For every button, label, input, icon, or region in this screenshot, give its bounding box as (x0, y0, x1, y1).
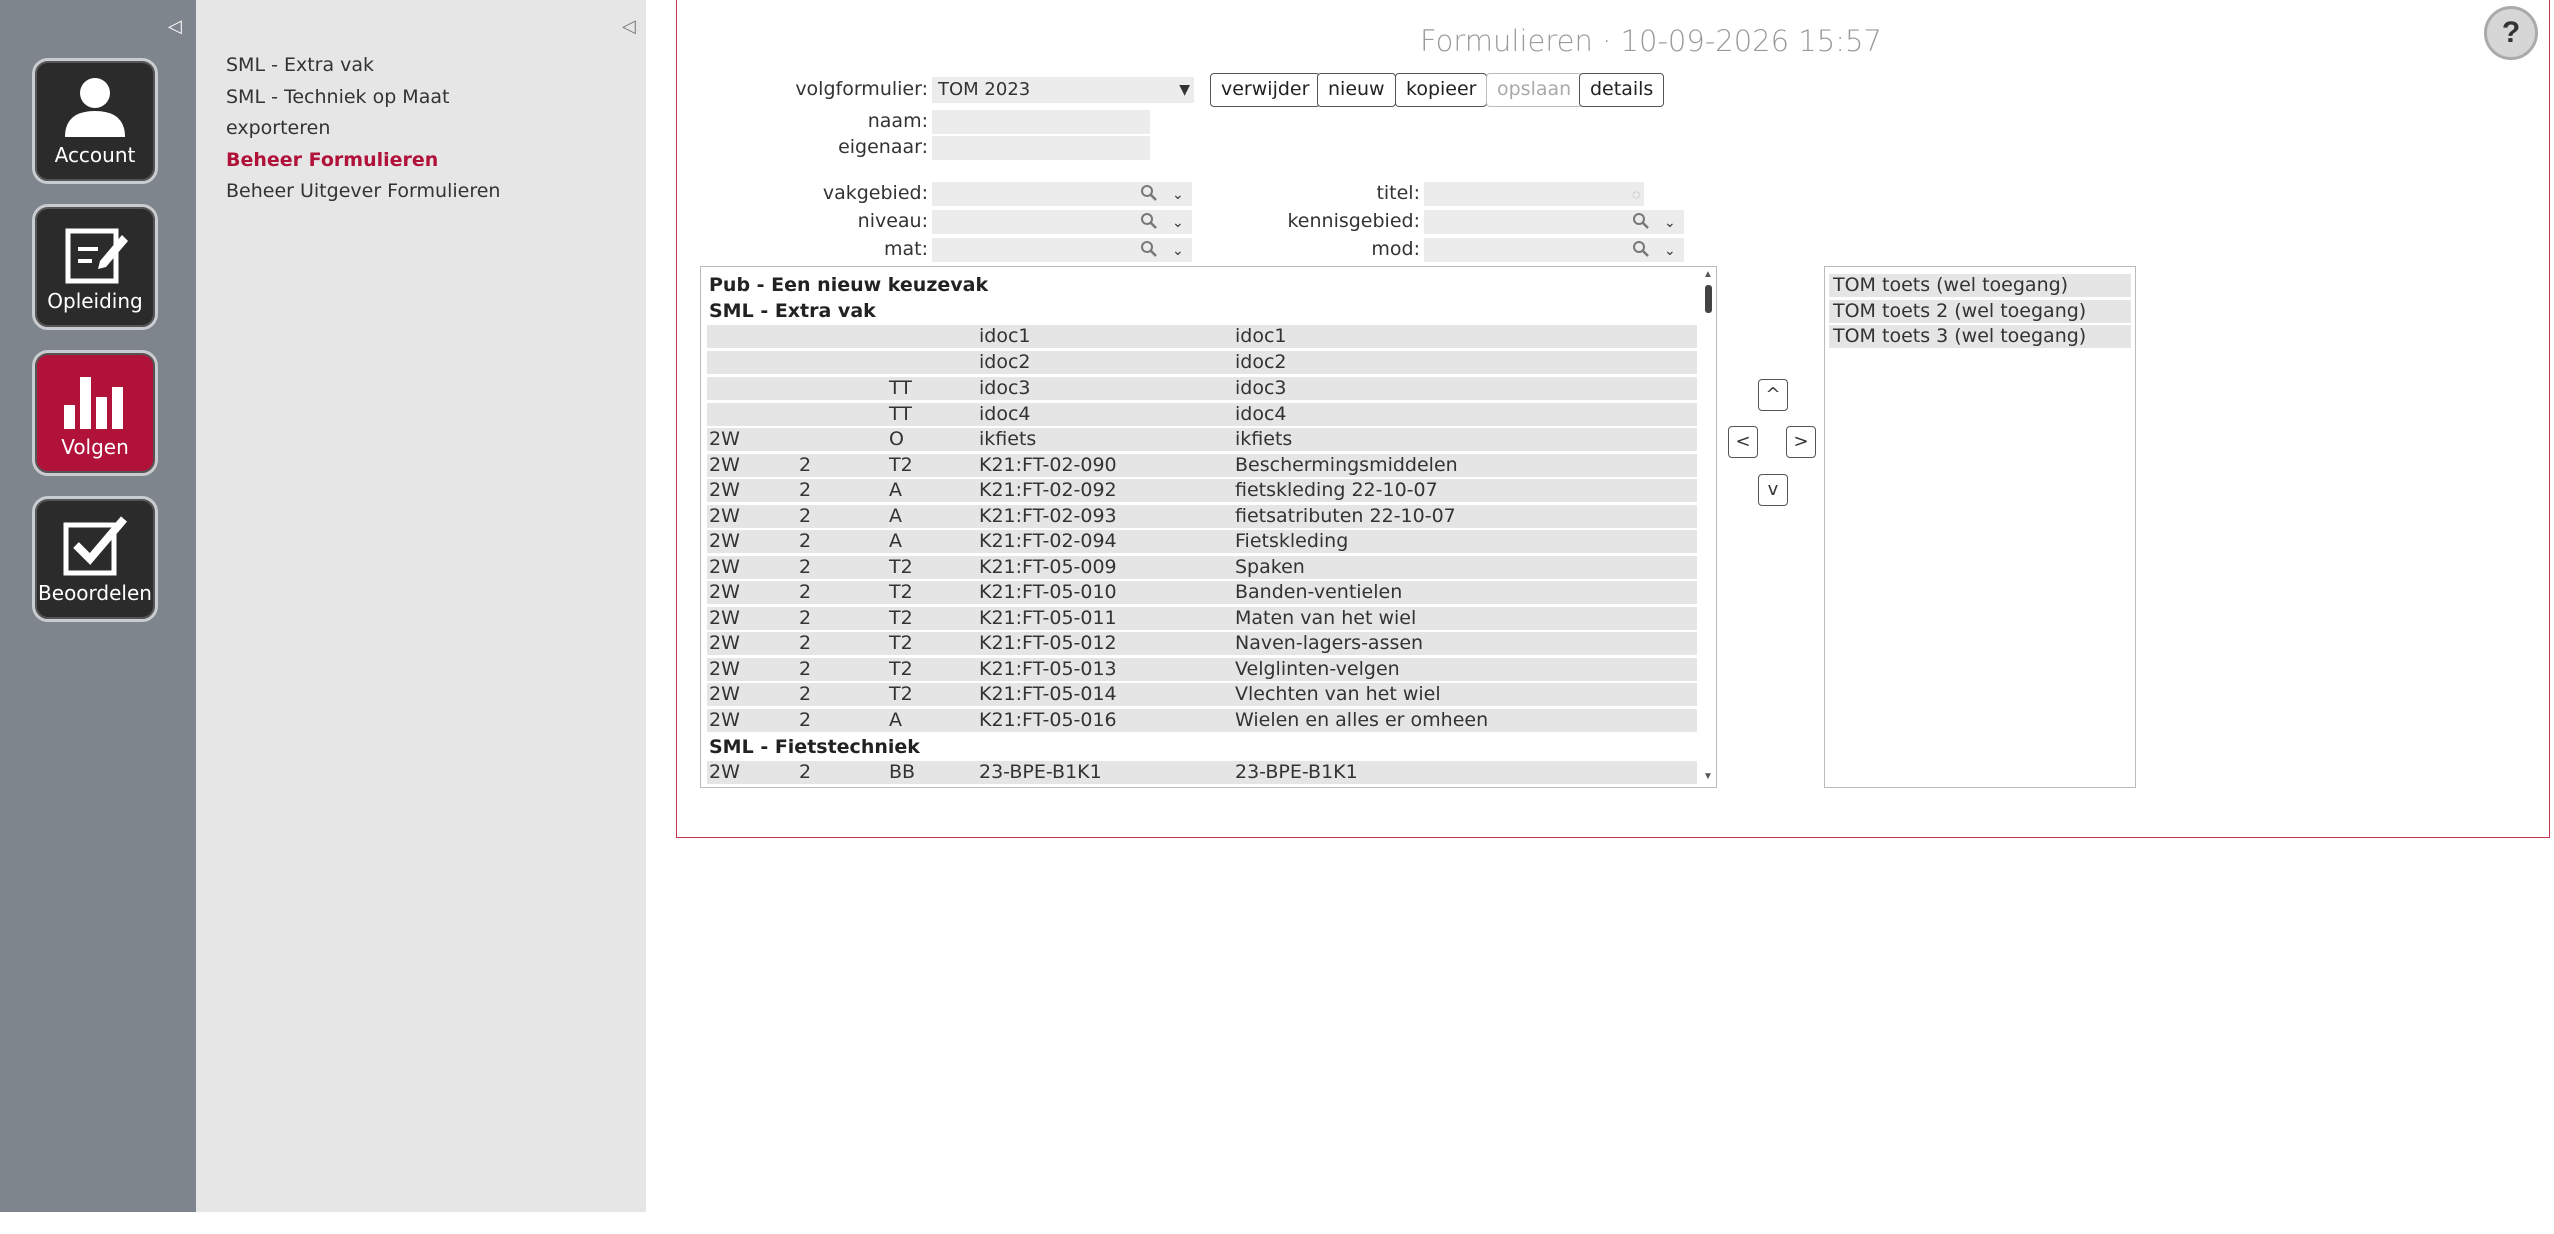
list-item[interactable]: 2W 2 A K21:FT-02-092 fietskleding 22-10-07 (707, 479, 1697, 502)
niveau-label: niveau: (857, 210, 928, 232)
move-up-button[interactable]: ^ (1758, 379, 1788, 411)
list-item[interactable]: 2W 2 BB 23-BPE-B1K1 23-BPE-B1K1 (707, 761, 1697, 784)
search-icon (1140, 240, 1158, 258)
scroll-down-icon[interactable]: ▼ (1703, 771, 1713, 782)
user-icon (60, 75, 130, 141)
niveau-combo[interactable] (932, 210, 1192, 234)
mat-label: mat: (883, 238, 928, 260)
volgformulier-value: TOM 2023 (938, 79, 1031, 100)
nav-tile-beoordelen[interactable] (32, 496, 158, 622)
collapse-menu-icon[interactable]: ◁ (622, 16, 636, 36)
list-item[interactable]: TT idoc4 idoc4 (707, 403, 1697, 426)
list-item[interactable]: TOM toets 2 (wel toegang) (1829, 300, 2131, 323)
scrollbar-thumb[interactable] (1705, 285, 1712, 313)
naam-input[interactable] (932, 110, 1150, 134)
mod-combo[interactable] (1424, 238, 1684, 262)
list-item[interactable]: 2W 2 T2 K21:FT-05-012 Naven-lagers-assen (707, 632, 1697, 655)
submenu-item-beheer-formulieren[interactable]: Beheer Formulieren (226, 148, 439, 171)
kopieer-button[interactable]: kopieer (1395, 73, 1487, 107)
chevron-down-icon: ▼ (1179, 82, 1190, 98)
vakgebied-combo[interactable] (932, 182, 1192, 206)
nieuw-button[interactable]: nieuw (1317, 73, 1396, 107)
volgformulier-label: volgformulier: (795, 78, 928, 100)
titel-label: titel: (1376, 182, 1420, 204)
chevron-down-icon: ⌄ (1172, 242, 1184, 258)
submenu-list (226, 50, 500, 208)
list-item[interactable]: 2W 2 T2 K21:FT-02-090 Beschermingsmiddelen (707, 454, 1697, 477)
list-item[interactable]: TOM toets (wel toegang) (1829, 274, 2131, 297)
loading-icon: ◌ (1632, 186, 1641, 202)
mod-label: mod: (1371, 238, 1420, 260)
search-icon (1632, 240, 1650, 258)
list-group-header: SML - Extra vak (709, 300, 876, 322)
list-group-header: SML - Fietstechniek (709, 736, 920, 758)
naam-label: naam: (867, 110, 928, 132)
eigenaar-label: eigenaar: (838, 136, 928, 158)
list-item[interactable]: TT idoc3 idoc3 (707, 377, 1697, 400)
list-item[interactable]: 2W 2 T2 K21:FT-05-013 Velglinten-velgen (707, 658, 1697, 681)
search-icon (1140, 212, 1158, 230)
kennisgebied-label: kennisgebied: (1287, 210, 1420, 232)
checkbox-icon (60, 513, 130, 579)
scroll-up-icon[interactable]: ▲ (1703, 269, 1713, 280)
page-title: Formulieren · 10-09-2026 15:57 (1420, 24, 1882, 58)
nav-tile-label: Opleiding (47, 289, 143, 313)
chevron-down-icon: ⌄ (1172, 186, 1184, 202)
submenu-item-techniek-op-maat[interactable]: SML - Techniek op Maat (226, 85, 450, 108)
submenu-item-exporteren[interactable]: exporteren (226, 117, 331, 139)
list-item[interactable]: 2W 2 T2 K21:FT-05-009 Spaken (707, 556, 1697, 579)
move-right-button[interactable]: > (1786, 426, 1816, 458)
vakgebied-label: vakgebied: (822, 182, 928, 204)
kennisgebied-combo[interactable] (1424, 210, 1684, 234)
list-scrollbar[interactable] (1701, 267, 1716, 787)
selected-items-list[interactable] (1824, 266, 2136, 788)
nav-tile-label: Volgen (61, 435, 129, 459)
edit-icon (60, 221, 130, 287)
submenu-item-extra-vak[interactable]: SML - Extra vak (226, 54, 375, 76)
list-item[interactable]: 2W 2 T2 K21:FT-05-010 Banden-ventielen (707, 581, 1697, 604)
help-button[interactable]: ? (2484, 6, 2538, 60)
search-icon (1632, 212, 1650, 230)
list-item[interactable]: 2W 2 A K21:FT-02-094 Fietskleding (707, 530, 1697, 553)
submenu-item-beheer-uitgever-formulieren[interactable]: Beheer Uitgever Formulieren (226, 180, 501, 202)
list-item[interactable]: TOM toets 3 (wel toegang) (1829, 325, 2131, 348)
details-button[interactable]: details (1579, 73, 1664, 107)
list-item[interactable]: 2W O ikfiets ikfiets (707, 428, 1697, 451)
collapse-rail-icon[interactable]: ◁ (168, 16, 182, 36)
nav-tile-label: Account (54, 143, 136, 167)
list-item[interactable]: 2W 2 T2 K21:FT-05-014 Vlechten van het wiel (707, 683, 1697, 706)
submenu (196, 0, 646, 1212)
chevron-down-icon: ⌄ (1664, 242, 1676, 258)
chevron-down-icon: ⌄ (1664, 214, 1676, 230)
bar-chart-icon (60, 367, 130, 433)
verwijder-button[interactable]: verwijder (1210, 73, 1320, 107)
move-down-button[interactable]: v (1758, 474, 1788, 506)
nav-tile-volgen[interactable] (32, 350, 158, 476)
move-left-button[interactable]: < (1728, 426, 1758, 458)
mat-combo[interactable] (932, 238, 1192, 262)
list-group-header: Pub - Een nieuw keuzevak (709, 274, 989, 296)
search-icon (1140, 184, 1158, 202)
chevron-down-icon: ⌄ (1172, 214, 1184, 230)
app-rail (0, 0, 196, 1212)
list-item[interactable]: 2W 2 T2 K21:FT-05-011 Maten van het wiel (707, 607, 1697, 630)
titel-combo[interactable] (1424, 182, 1644, 206)
list-item[interactable]: idoc2 idoc2 (707, 351, 1697, 374)
list-item[interactable]: 2W 2 A K21:FT-02-093 fietsatributen 22-10-07 (707, 505, 1697, 528)
nav-tile-label: Beoordelen (38, 581, 152, 605)
list-item[interactable]: idoc1 idoc1 (707, 325, 1697, 348)
nav-tile-opleiding[interactable] (32, 204, 158, 330)
opslaan-button[interactable]: opslaan (1486, 73, 1582, 107)
eigenaar-value (932, 136, 1150, 160)
available-items-list[interactable] (700, 266, 1717, 788)
volgformulier-select[interactable] (932, 77, 1194, 103)
list-item[interactable]: 2W 2 A K21:FT-05-016 Wielen en alles er omheen (707, 709, 1697, 732)
nav-tile-account[interactable] (32, 58, 158, 184)
